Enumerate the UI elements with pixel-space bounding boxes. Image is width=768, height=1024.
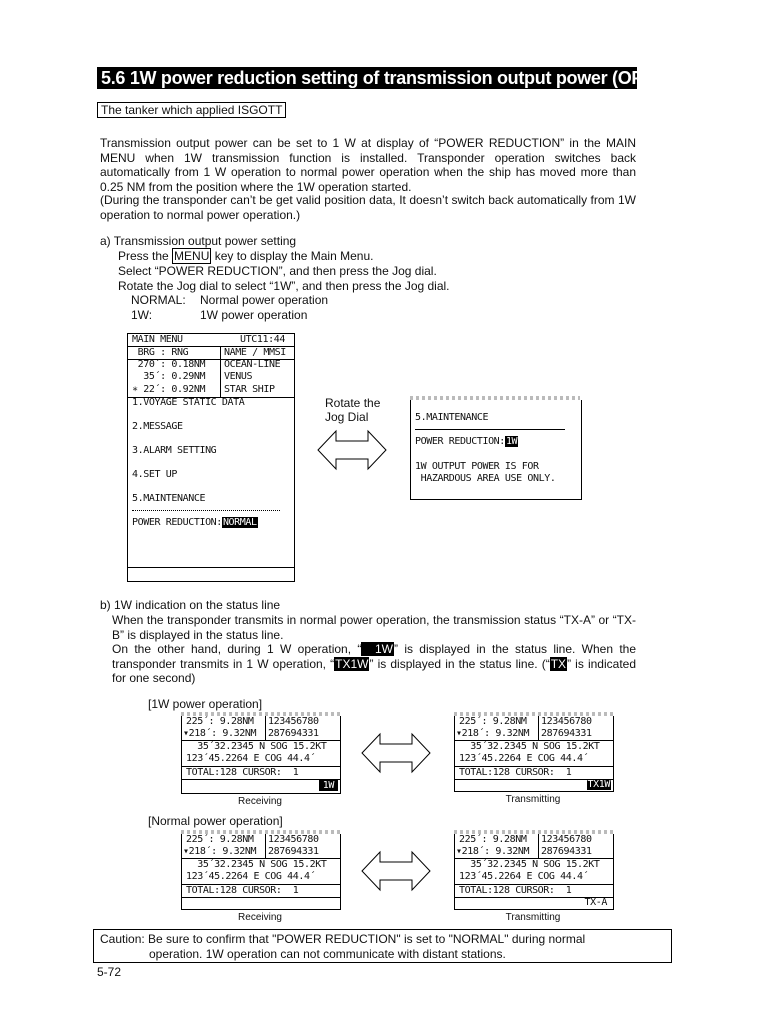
rotate-label-1: Rotate the bbox=[325, 396, 381, 410]
status-tx-a: TX-A bbox=[584, 897, 607, 908]
p2-text-d: ” is indicated for one second) bbox=[112, 656, 636, 686]
status-row: 287694331 bbox=[268, 728, 319, 739]
status-row: 123456780 bbox=[541, 716, 592, 727]
step-1 bbox=[118, 249, 373, 263]
intro-note: (During the transponder can’t be get valid position data, It doesn’t switch back automatically from 1W operation to normal power operation.) bbox=[100, 193, 636, 222]
double-arrow-icon bbox=[360, 849, 432, 893]
status-row: 287694331 bbox=[541, 846, 592, 857]
status-line bbox=[587, 779, 611, 790]
power-reduction-label: POWER REDUCTION: bbox=[132, 517, 222, 528]
status-row: TOTAL:128 CURSOR: 1 bbox=[186, 885, 299, 896]
status-row: 123´45.2264 E COG 44.4´ bbox=[459, 753, 589, 764]
target-row: 270´: 0.18NM bbox=[132, 359, 206, 370]
double-arrow-icon bbox=[360, 731, 432, 775]
status-row: 225´: 9.28NM bbox=[186, 834, 254, 845]
status-screen-normal-receiving bbox=[181, 834, 341, 910]
option-normal-desc: Normal power operation bbox=[200, 293, 329, 307]
option-1w-desc: 1W power operation bbox=[200, 308, 308, 322]
power-reduction-value: NORMAL bbox=[222, 517, 257, 528]
menu-item-message[interactable]: 2.MESSAGE bbox=[132, 421, 183, 432]
menu-item-maintenance[interactable]: 5.MAINTENANCE bbox=[132, 493, 206, 504]
status-row: 287694331 bbox=[541, 728, 592, 739]
section-a-heading: a) Transmission output power setting bbox=[100, 234, 297, 248]
main-menu-utc: UTC11:44 bbox=[240, 334, 285, 345]
status-1w: 1W bbox=[319, 780, 338, 791]
status-row: 123456780 bbox=[268, 716, 319, 727]
status-row: 123´45.2264 E COG 44.4´ bbox=[459, 871, 589, 882]
step-2: Select “POWER REDUCTION”, and then press the Jog dial. bbox=[118, 264, 437, 278]
main-menu-header: MAIN MENU bbox=[132, 334, 183, 345]
menu-item-voyage[interactable]: 1.VOYAGE STATIC DATA bbox=[132, 397, 245, 408]
caption-transmitting: Transmitting bbox=[505, 912, 561, 923]
caution-line-1: Caution: Be sure to confirm that "POWER REDUCTION" is set to "NORMAL" during normal bbox=[100, 932, 586, 946]
section-b-p2 bbox=[112, 642, 636, 686]
status-row: TOTAL:128 CURSOR: 1 bbox=[459, 767, 572, 778]
p2-text-a: On the other hand, during 1 W operation, “ bbox=[112, 642, 362, 656]
status-row: 225´: 9.28NM bbox=[186, 716, 254, 727]
status-row: 35´32.2345 N SOG 15.2KT bbox=[186, 741, 327, 752]
maint-power-reduction[interactable] bbox=[415, 436, 518, 447]
inv-1w: 1W bbox=[362, 642, 393, 656]
section-b-heading: b) 1W indication on the status line bbox=[100, 598, 281, 612]
name-mmsi-header: NAME / MMSI bbox=[224, 347, 286, 358]
maintenance-title: 5.MAINTENANCE bbox=[415, 412, 489, 423]
status-row: ▾218´: 9.32NM bbox=[456, 846, 530, 857]
maint-power-value: 1W bbox=[505, 436, 518, 447]
p2-text-c: ” is displayed in the status line. (“ bbox=[369, 656, 550, 671]
target-row-name: STAR SHIP bbox=[224, 384, 275, 395]
step-1-post: key to display the Main Menu. bbox=[211, 249, 374, 263]
tanker-note bbox=[97, 103, 286, 117]
section-b-p1: When the transponder transmits in normal power operation, the transmission status “TX-A” or “TX-B” is displayed in the status line. bbox=[112, 613, 636, 642]
intro-paragraph: Transmission output power can be set to 1 W at display of “POWER REDUCTION” in the MAIN MENU when 1W transmission function is installed. Transponder operation switches back automatically from 1 W operation to normal power operation when the ship has moved more than 0.25 NM from the position where the 1W operation started. bbox=[100, 136, 636, 194]
status-row: 35´32.2345 N SOG 15.2KT bbox=[459, 741, 600, 752]
status-row: ▾218´: 9.32NM bbox=[183, 846, 257, 857]
caution-line-2: operation. 1W operation can not communicate with distant stations. bbox=[149, 947, 506, 961]
status-row: ▾218´: 9.32NM bbox=[183, 728, 257, 739]
menu-item-alarm[interactable]: 3.ALARM SETTING bbox=[132, 445, 217, 456]
rotate-label-2: Jog Dial bbox=[325, 410, 369, 424]
label-1w-operation: [1W power operation] bbox=[148, 697, 263, 711]
status-row: 35´32.2345 N SOG 15.2KT bbox=[186, 859, 327, 870]
status-row: 225´: 9.28NM bbox=[459, 834, 527, 845]
menu-item-setup[interactable]: 4.SET UP bbox=[132, 469, 177, 480]
menu-key: MENU bbox=[174, 249, 210, 263]
warning-line-1: 1W OUTPUT POWER IS FOR bbox=[415, 461, 539, 472]
status-row: ▾218´: 9.32NM bbox=[456, 728, 530, 739]
caption-receiving: Receiving bbox=[238, 796, 282, 807]
label-normal-operation: [Normal power operation] bbox=[148, 814, 283, 828]
status-row: 225´: 9.28NM bbox=[459, 716, 527, 727]
target-row: 35´: 0.29NM bbox=[132, 371, 206, 382]
target-row-name: VENUS bbox=[224, 371, 253, 382]
status-row: 123456780 bbox=[268, 834, 319, 845]
target-row-name: OCEAN-LINE bbox=[224, 359, 281, 370]
status-row: TOTAL:128 CURSOR: 1 bbox=[186, 767, 299, 778]
warning-line-2: HAZARDOUS AREA USE ONLY. bbox=[415, 473, 556, 484]
status-line bbox=[319, 780, 338, 791]
caption-transmitting: Transmitting bbox=[505, 794, 561, 805]
status-row: TOTAL:128 CURSOR: 1 bbox=[459, 885, 572, 896]
double-arrow-icon bbox=[316, 428, 388, 472]
status-screen-1w-transmitting bbox=[454, 716, 614, 792]
status-row: 123´45.2264 E COG 44.4´ bbox=[186, 871, 316, 882]
status-screen-normal-transmitting bbox=[454, 834, 614, 910]
tanker-note-text: The tanker which applied ISGOTT bbox=[97, 102, 286, 118]
option-1w-key: 1W: bbox=[131, 308, 153, 322]
brg-rng-header: BRG : RNG bbox=[132, 347, 189, 358]
status-screen-1w-receiving bbox=[181, 716, 341, 794]
target-row: ∗ 22´: 0.92NM bbox=[132, 384, 206, 395]
section-title: 5.6 1W power reduction setting of transmission output power (OPTION) bbox=[97, 67, 637, 89]
page-number: 5-72 bbox=[97, 965, 122, 979]
status-row: 35´32.2345 N SOG 15.2KT bbox=[459, 859, 600, 870]
inv-tx1w: TX1W bbox=[335, 656, 369, 671]
status-row: 287694331 bbox=[268, 846, 319, 857]
maint-power-label: POWER REDUCTION: bbox=[415, 436, 505, 447]
power-reduction-item[interactable] bbox=[132, 517, 258, 528]
caption-receiving: Receiving bbox=[238, 912, 282, 923]
step-1-pre: Press the bbox=[118, 249, 173, 263]
main-menu-screen bbox=[127, 333, 295, 582]
caution-box bbox=[93, 929, 672, 963]
option-normal-key: NORMAL: bbox=[131, 293, 186, 307]
inv-tx: TX bbox=[550, 656, 567, 671]
p2-text-b: ” is displayed in the status line. When the transponder transmits in 1 W operation, “ bbox=[112, 642, 636, 671]
maintenance-screen bbox=[410, 400, 582, 500]
status-row: 123´45.2264 E COG 44.4´ bbox=[186, 753, 316, 764]
step-3: Rotate the Jog dial to select “1W”, and then press the Jog dial. bbox=[118, 279, 450, 293]
status-row: 123456780 bbox=[541, 834, 592, 845]
status-tx1w: TX1W bbox=[587, 779, 610, 790]
